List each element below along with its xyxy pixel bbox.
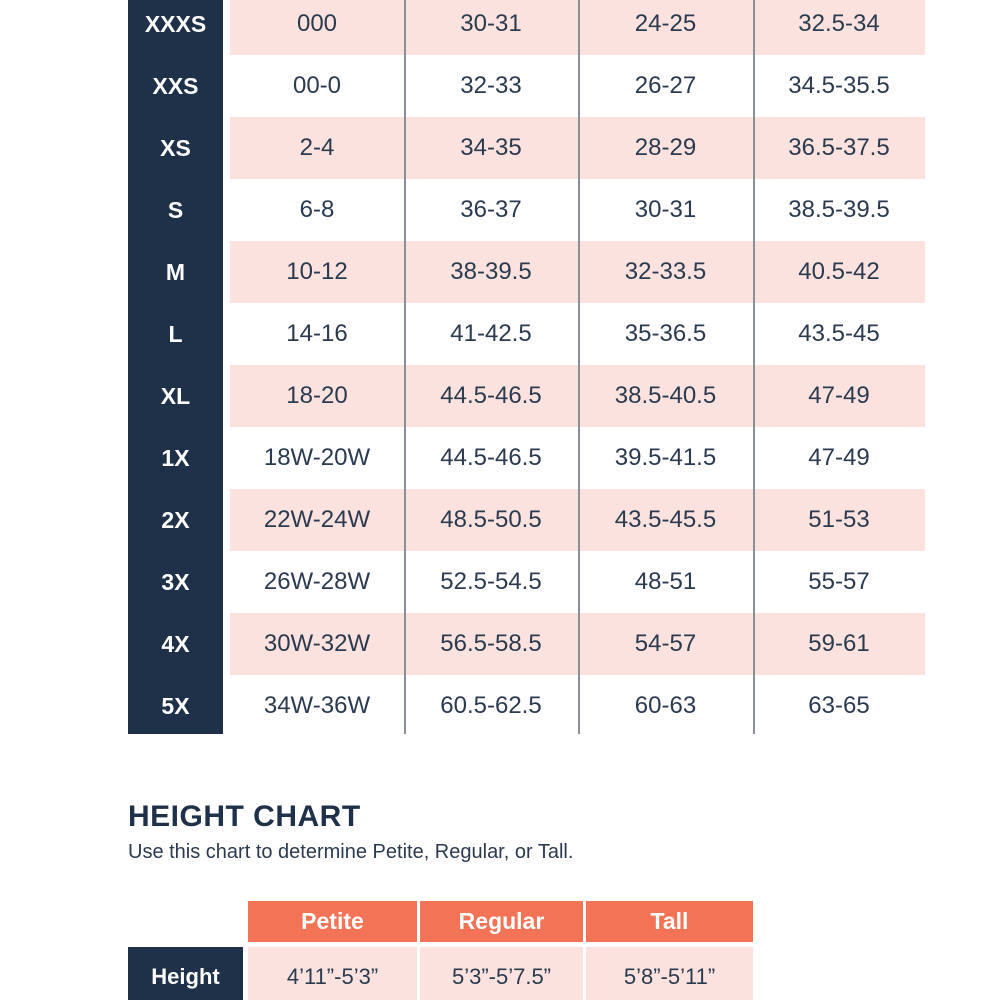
table-row [128,0,925,55]
size-label: S [167,197,184,223]
table-row [128,55,925,117]
size-number-cell: 00-0 [292,72,342,99]
measurement-cell: 55-57 [808,568,870,595]
measurement-cell: 41-42.5 [450,320,532,347]
table-row [128,551,925,613]
size-number-cell: 30W-32W [263,630,371,657]
measurement-cell: 44.5-46.5 [440,444,542,471]
measurement-cell: 59-61 [808,630,870,657]
measurement-cell: 47-49 [808,444,870,471]
size-number-cell: 22W-24W [263,506,371,533]
measurement-cell: 43.5-45.5 [614,506,717,533]
measurement-cell: 34-35 [460,134,522,161]
height-row-label: Height [128,947,243,1000]
measurement-cell: 56.5-58.5 [440,630,542,657]
column-divider [753,0,755,734]
size-label: XS [160,135,191,161]
height-chart-subtitle: Use this chart to determine Petite, Regular, or Tall. [128,841,574,863]
measurement-cell: 43.5-45 [798,320,880,347]
measurement-cell: 32-33.5 [624,258,707,285]
table-row [128,675,925,737]
measurement-cell: 36.5-37.5 [788,134,890,161]
table-row [128,241,925,303]
size-number-cell: 34W-36W [263,692,371,719]
size-label: 4X [161,631,190,657]
table-row [128,489,925,551]
height-petite-value: 4’11”-5’3” [248,947,417,1000]
size-label: 2X [161,507,190,533]
table-row [128,117,925,179]
size-label: XL [160,383,191,409]
size-label: XXXS [144,11,207,37]
measurement-cell: 39.5-41.5 [614,444,717,471]
measurement-cell: 24-25 [634,10,697,37]
height-tall-value: 5’8”-5’11” [586,947,753,1000]
size-label: XXS [152,73,199,99]
measurement-cell: 34.5-35.5 [788,72,890,99]
column-divider [404,0,406,734]
table-row [128,427,925,489]
measurement-cell: 30-31 [460,10,522,37]
measurement-cell: 60-63 [634,692,697,719]
column-divider [578,0,580,734]
size-number-cell: 14-16 [286,320,348,347]
size-number-cell: 26W-28W [263,568,371,595]
measurement-cell: 38-39.5 [450,258,532,285]
measurement-cell: 32.5-34 [798,10,880,37]
size-number-cell: 18-20 [286,382,348,409]
height-regular-value: 5’3”-5’7.5” [420,947,583,1000]
measurement-cell: 63-65 [808,692,870,719]
measurement-cell: 54-57 [634,630,697,657]
measurement-cell: 30-31 [634,196,697,223]
measurement-cell: 35-36.5 [624,320,707,347]
measurement-cell: 40.5-42 [798,258,880,285]
table-row [128,303,925,365]
size-label: L [168,321,183,347]
measurement-cell: 28-29 [634,134,697,161]
size-number-cell: 10-12 [286,258,348,285]
measurement-cell: 51-53 [808,506,870,533]
measurement-cell: 47-49 [808,382,870,409]
size-number-cell: 2-4 [299,134,335,161]
size-chart-table [128,0,925,734]
header-regular: Regular [420,901,583,942]
measurement-cell: 48-51 [634,568,697,595]
measurement-cell: 26-27 [634,72,697,99]
size-number-cell: 6-8 [299,196,335,223]
measurement-cell: 52.5-54.5 [440,568,542,595]
measurement-cell: 60.5-62.5 [440,692,542,719]
size-label: M [165,259,186,285]
size-number-cell: 000 [296,10,338,37]
size-label: 5X [161,693,190,719]
measurement-cell: 48.5-50.5 [440,506,542,533]
height-chart-title: HEIGHT CHART [128,800,361,833]
measurement-cell: 32-33 [460,72,522,99]
table-row [128,613,925,675]
size-label: 3X [161,569,190,595]
measurement-cell: 38.5-39.5 [788,196,890,223]
measurement-cell: 38.5-40.5 [614,382,717,409]
table-row [128,179,925,241]
table-row [128,365,925,427]
header-tall: Tall [586,901,753,942]
header-petite: Petite [248,901,417,942]
measurement-cell: 36-37 [460,196,522,223]
size-label: 1X [161,445,190,471]
size-number-cell: 18W-20W [263,444,371,471]
measurement-cell: 44.5-46.5 [440,382,542,409]
